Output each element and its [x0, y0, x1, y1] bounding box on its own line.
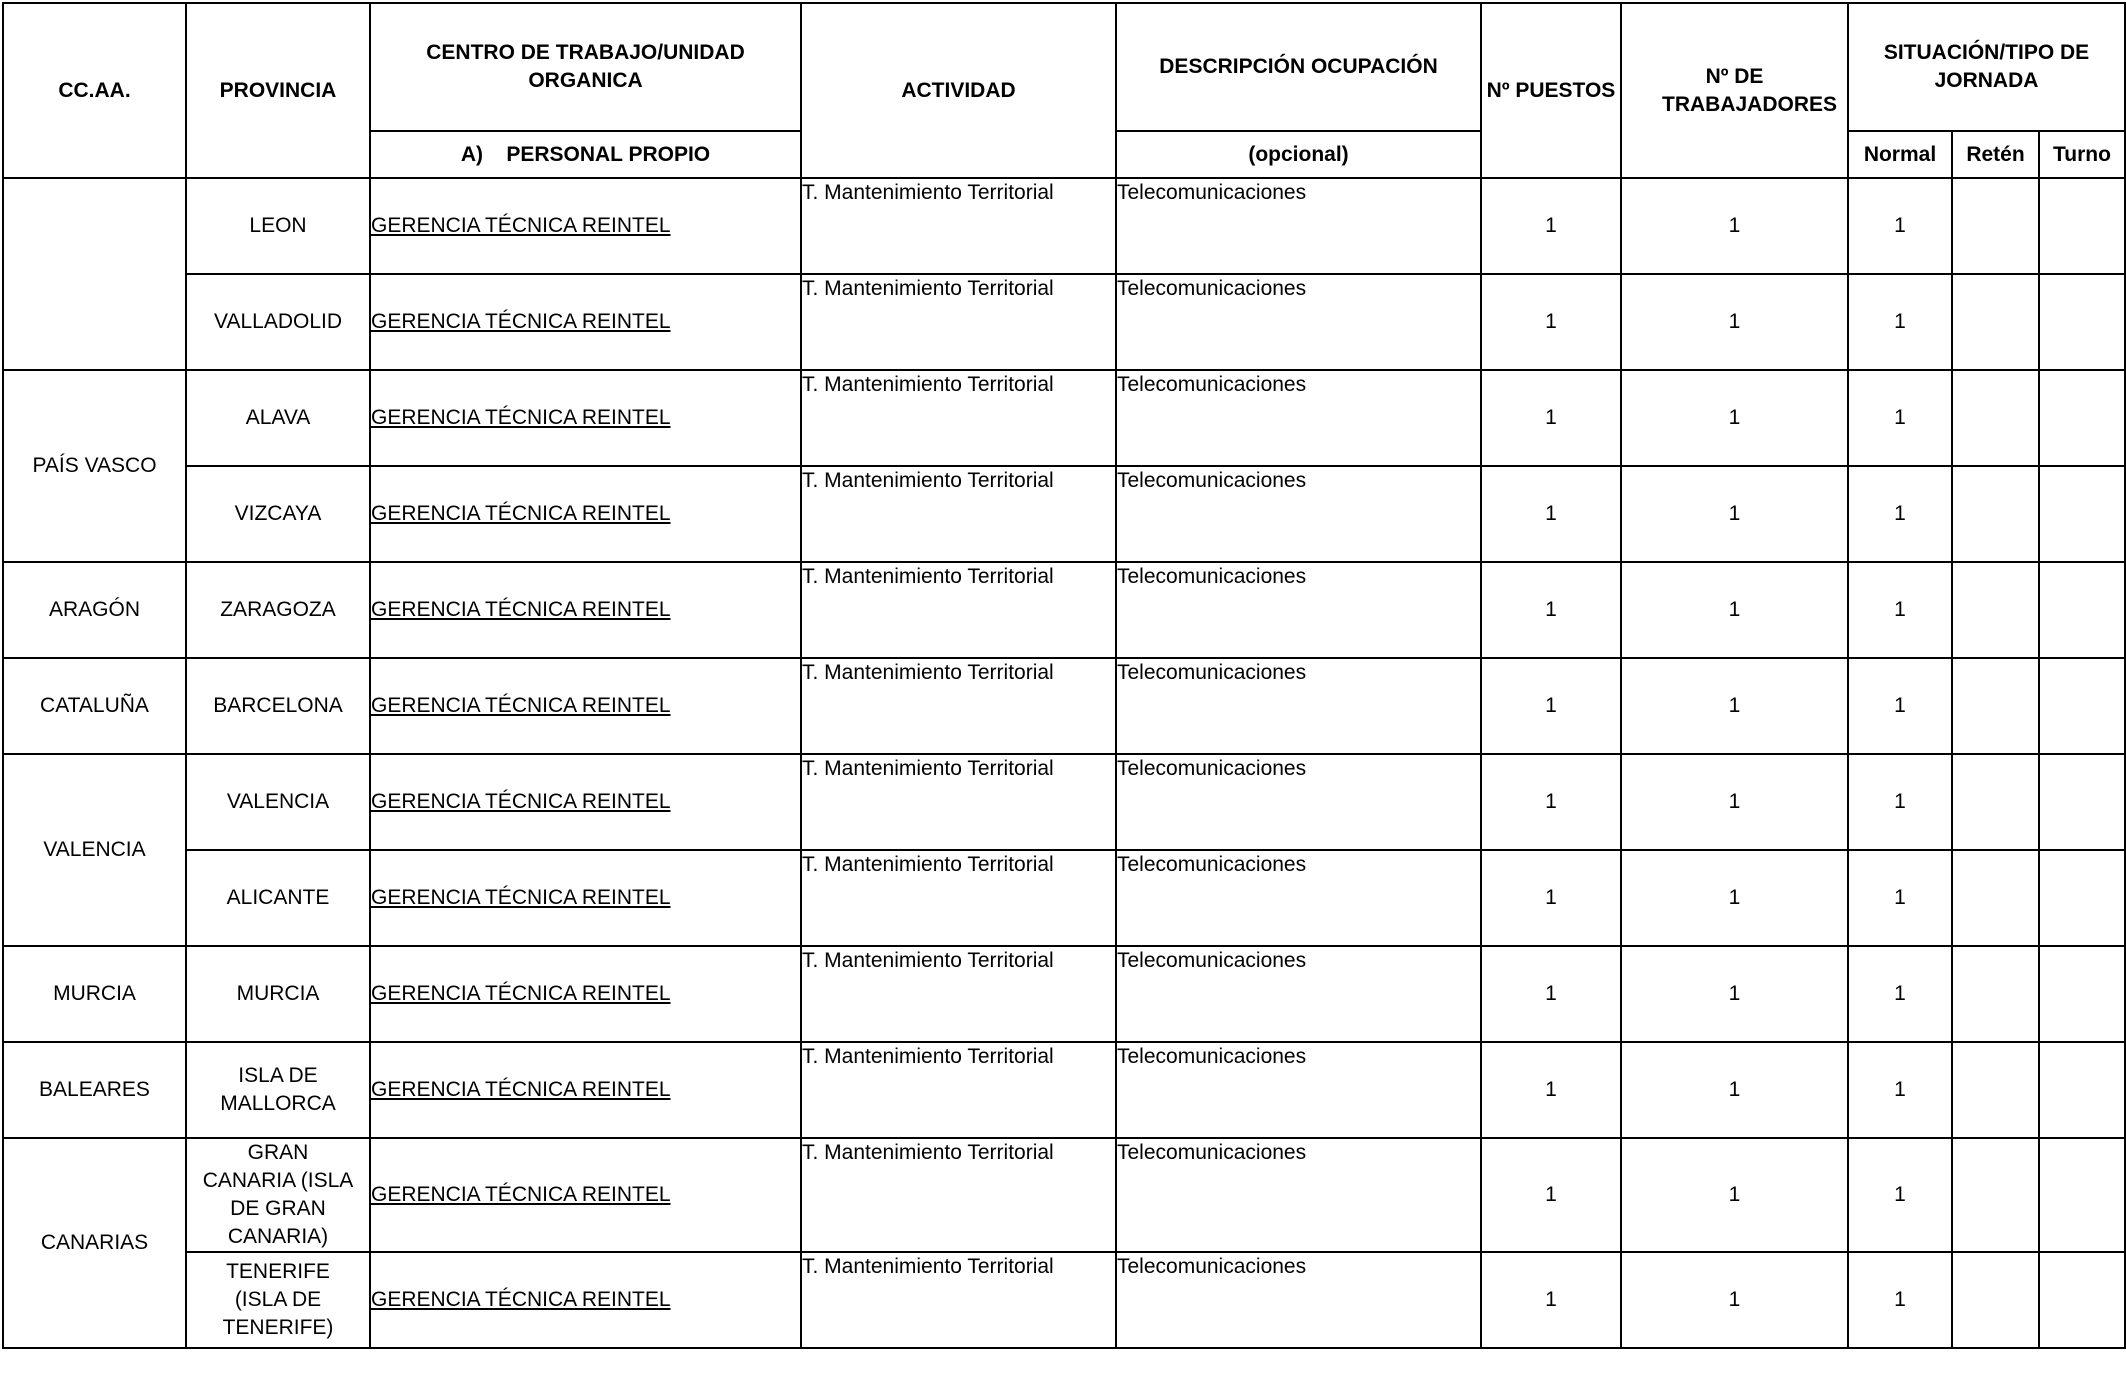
- ccaa-cell: PAÍS VASCO: [3, 370, 186, 562]
- provincia-cell: ZARAGOZA: [186, 562, 370, 658]
- actividad-cell: T. Mantenimiento Territorial: [801, 562, 1116, 658]
- reten-cell: [1952, 658, 2039, 754]
- centro-cell-link[interactable]: GERENCIA TÉCNICA REINTEL: [371, 886, 671, 909]
- puestos-cell: 1: [1481, 370, 1621, 466]
- table-row: [3, 562, 2125, 658]
- puestos-cell: 1: [1481, 1252, 1621, 1348]
- header-provincia: PROVINCIA: [186, 3, 370, 178]
- descripcion-cell: Telecomunicaciones: [1116, 562, 1481, 658]
- descripcion-cell: Telecomunicaciones: [1116, 946, 1481, 1042]
- reten-cell: [1952, 562, 2039, 658]
- centro-cell-link[interactable]: GERENCIA TÉCNICA REINTEL: [371, 406, 671, 429]
- centro-cell: [370, 1252, 801, 1348]
- reten-cell: [1952, 754, 2039, 850]
- provincia-cell: ISLA DE MALLORCA: [186, 1042, 370, 1138]
- reten-cell: [1952, 178, 2039, 274]
- ccaa-cell: [3, 178, 186, 370]
- normal-cell: 1: [1848, 754, 1952, 850]
- descripcion-cell: Telecomunicaciones: [1116, 754, 1481, 850]
- header-normal: Normal: [1848, 131, 1952, 178]
- table-row: [3, 178, 2125, 274]
- trabajadores-cell: 1: [1621, 1252, 1848, 1348]
- descripcion-cell: Telecomunicaciones: [1116, 370, 1481, 466]
- turno-cell: [2039, 370, 2125, 466]
- puestos-cell: 1: [1481, 1138, 1621, 1252]
- table-row: [3, 1042, 2125, 1138]
- centro-cell-link[interactable]: GERENCIA TÉCNICA REINTEL: [371, 598, 671, 621]
- descripcion-cell: Telecomunicaciones: [1116, 1138, 1481, 1252]
- normal-cell: 1: [1848, 178, 1952, 274]
- puestos-cell: 1: [1481, 466, 1621, 562]
- reten-cell: [1952, 1252, 2039, 1348]
- provincia-cell: VALLADOLID: [186, 274, 370, 370]
- normal-cell: 1: [1848, 658, 1952, 754]
- provincia-cell: GRAN CANARIA (ISLA DE GRAN CANARIA): [186, 1138, 370, 1252]
- centro-cell-link[interactable]: GERENCIA TÉCNICA REINTEL: [371, 214, 671, 237]
- table-row: [3, 658, 2125, 754]
- trabajadores-cell: 1: [1621, 178, 1848, 274]
- provincia-cell: ALICANTE: [186, 850, 370, 946]
- centro-cell-link[interactable]: GERENCIA TÉCNICA REINTEL: [371, 1183, 671, 1206]
- table-row: [3, 850, 2125, 946]
- header-situacion-label: SITUACIÓN/TIPO DE JORNADA: [1883, 41, 2090, 92]
- centro-cell: [370, 370, 801, 466]
- actividad-cell: T. Mantenimiento Territorial: [801, 370, 1116, 466]
- centro-cell-link[interactable]: GERENCIA TÉCNICA REINTEL: [371, 310, 671, 333]
- trabajadores-cell: 1: [1621, 562, 1848, 658]
- turno-cell: [2039, 274, 2125, 370]
- header-centro: CENTRO DE TRABAJO/UNIDAD ORGANICA: [370, 3, 801, 131]
- centro-cell-link[interactable]: GERENCIA TÉCNICA REINTEL: [371, 502, 671, 525]
- actividad-cell: T. Mantenimiento Territorial: [801, 1252, 1116, 1348]
- trabajadores-cell: 1: [1621, 946, 1848, 1042]
- actividad-cell: T. Mantenimiento Territorial: [801, 1042, 1116, 1138]
- descripcion-cell: Telecomunicaciones: [1116, 658, 1481, 754]
- descripcion-cell: Telecomunicaciones: [1116, 1042, 1481, 1138]
- trabajadores-cell: 1: [1621, 1042, 1848, 1138]
- table-row: [3, 1138, 2125, 1252]
- turno-cell: [2039, 850, 2125, 946]
- turno-cell: [2039, 946, 2125, 1042]
- centro-cell-link[interactable]: GERENCIA TÉCNICA REINTEL: [371, 1078, 671, 1101]
- trabajadores-cell: 1: [1621, 1138, 1848, 1252]
- provincia-cell: VALENCIA: [186, 754, 370, 850]
- centro-cell-link[interactable]: GERENCIA TÉCNICA REINTEL: [371, 1288, 671, 1311]
- provincia-cell: VIZCAYA: [186, 466, 370, 562]
- turno-cell: [2039, 658, 2125, 754]
- actividad-cell: T. Mantenimiento Territorial: [801, 658, 1116, 754]
- puestos-cell: 1: [1481, 946, 1621, 1042]
- normal-cell: 1: [1848, 466, 1952, 562]
- normal-cell: 1: [1848, 562, 1952, 658]
- reten-cell: [1952, 466, 2039, 562]
- turno-cell: [2039, 466, 2125, 562]
- ccaa-cell: MURCIA: [3, 946, 186, 1042]
- actividad-cell: T. Mantenimiento Territorial: [801, 850, 1116, 946]
- puestos-cell: 1: [1481, 274, 1621, 370]
- descripcion-cell: Telecomunicaciones: [1116, 466, 1481, 562]
- normal-cell: 1: [1848, 1138, 1952, 1252]
- provincia-cell: LEON: [186, 178, 370, 274]
- header-ccaa: CC.AA.: [3, 3, 186, 178]
- trabajadores-cell: 1: [1621, 466, 1848, 562]
- centro-cell: [370, 1138, 801, 1252]
- header-turno: Turno: [2039, 131, 2125, 178]
- header-opcional: (opcional): [1116, 131, 1481, 178]
- ccaa-cell: CANARIAS: [3, 1138, 186, 1348]
- turno-cell: [2039, 178, 2125, 274]
- table-body: [3, 178, 2125, 1348]
- table-row: [3, 946, 2125, 1042]
- actividad-cell: T. Mantenimiento Territorial: [801, 274, 1116, 370]
- reten-cell: [1952, 370, 2039, 466]
- puestos-cell: 1: [1481, 562, 1621, 658]
- reten-cell: [1952, 946, 2039, 1042]
- table-row: [3, 754, 2125, 850]
- centro-cell: [370, 658, 801, 754]
- actividad-cell: T. Mantenimiento Territorial: [801, 466, 1116, 562]
- actividad-cell: T. Mantenimiento Territorial: [801, 1138, 1116, 1252]
- table-row: [3, 466, 2125, 562]
- table-row: [3, 274, 2125, 370]
- actividad-cell: T. Mantenimiento Territorial: [801, 946, 1116, 1042]
- puestos-cell: 1: [1481, 658, 1621, 754]
- provincia-cell: ALAVA: [186, 370, 370, 466]
- descripcion-cell: Telecomunicaciones: [1116, 1252, 1481, 1348]
- centro-cell: [370, 274, 801, 370]
- table-row: [3, 1252, 2125, 1348]
- staffing-table: [2, 2, 2126, 1349]
- centro-cell: [370, 754, 801, 850]
- puestos-cell: 1: [1481, 178, 1621, 274]
- centro-cell: [370, 178, 801, 274]
- centro-cell-link[interactable]: GERENCIA TÉCNICA REINTEL: [371, 982, 671, 1005]
- turno-cell: [2039, 1252, 2125, 1348]
- provincia-cell: TENERIFE (ISLA DE TENERIFE): [186, 1252, 370, 1348]
- centro-cell: [370, 850, 801, 946]
- header-personal-propio: A) PERSONAL PROPIO: [370, 131, 801, 178]
- reten-cell: [1952, 1042, 2039, 1138]
- turno-cell: [2039, 1042, 2125, 1138]
- ccaa-cell: CATALUÑA: [3, 658, 186, 754]
- provincia-cell: BARCELONA: [186, 658, 370, 754]
- trabajadores-cell: 1: [1621, 274, 1848, 370]
- header-situacion: [1848, 3, 2125, 131]
- trabajadores-cell: 1: [1621, 370, 1848, 466]
- trabajadores-cell: 1: [1621, 850, 1848, 946]
- normal-cell: 1: [1848, 946, 1952, 1042]
- trabajadores-cell: 1: [1621, 658, 1848, 754]
- centro-cell: [370, 466, 801, 562]
- turno-cell: [2039, 754, 2125, 850]
- reten-cell: [1952, 850, 2039, 946]
- header-reten: Retén: [1952, 131, 2039, 178]
- normal-cell: 1: [1848, 274, 1952, 370]
- ccaa-cell: ARAGÓN: [3, 562, 186, 658]
- turno-cell: [2039, 1138, 2125, 1252]
- table-row: [3, 370, 2125, 466]
- descripcion-cell: Telecomunicaciones: [1116, 850, 1481, 946]
- provincia-cell: MURCIA: [186, 946, 370, 1042]
- centro-cell-link[interactable]: GERENCIA TÉCNICA REINTEL: [371, 790, 671, 813]
- puestos-cell: 1: [1481, 754, 1621, 850]
- centro-cell: [370, 562, 801, 658]
- normal-cell: 1: [1848, 850, 1952, 946]
- reten-cell: [1952, 274, 2039, 370]
- header-actividad: ACTIVIDAD: [801, 3, 1116, 178]
- header-puestos: Nº PUESTOS: [1481, 3, 1621, 178]
- actividad-cell: T. Mantenimiento Territorial: [801, 178, 1116, 274]
- trabajadores-cell: 1: [1621, 754, 1848, 850]
- centro-cell-link[interactable]: GERENCIA TÉCNICA REINTEL: [371, 694, 671, 717]
- normal-cell: 1: [1848, 1042, 1952, 1138]
- ccaa-cell: VALENCIA: [3, 754, 186, 946]
- descripcion-cell: Telecomunicaciones: [1116, 274, 1481, 370]
- header-trabajadores: [1621, 3, 1848, 178]
- normal-cell: 1: [1848, 1252, 1952, 1348]
- turno-cell: [2039, 562, 2125, 658]
- header-descripcion: DESCRIPCIÓN OCUPACIÓN: [1116, 3, 1481, 131]
- ccaa-cell: BALEARES: [3, 1042, 186, 1138]
- puestos-cell: 1: [1481, 850, 1621, 946]
- centro-cell: [370, 946, 801, 1042]
- normal-cell: 1: [1848, 370, 1952, 466]
- puestos-cell: 1: [1481, 1042, 1621, 1138]
- descripcion-cell: Telecomunicaciones: [1116, 178, 1481, 274]
- centro-cell: [370, 1042, 801, 1138]
- header-trabajadores-label: Nº DE TRABAJADORES: [1662, 64, 1838, 116]
- actividad-cell: T. Mantenimiento Territorial: [801, 754, 1116, 850]
- reten-cell: [1952, 1138, 2039, 1252]
